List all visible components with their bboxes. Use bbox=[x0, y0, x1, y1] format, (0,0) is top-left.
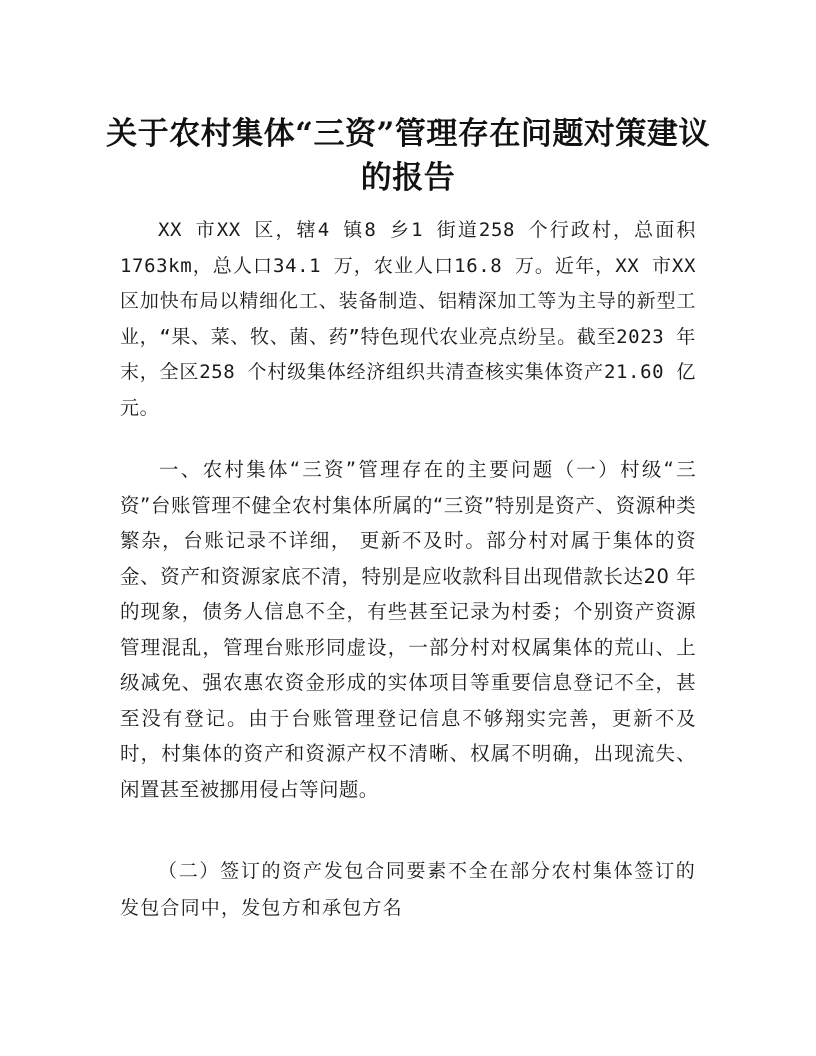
paragraph-overview: XX 市XX 区，辖4 镇8 乡1 街道258 个行政村，总面积1763km，总人口34.1 万，农业人口16.8 万。近年，XX 市XX 区加快布局以精细化工、装备制造、铝精深加工等为主导的新型工业，“果、菜、牧、菌、药”特色现代农业亮点纷呈。截至2023 年末，全区258 个村级集体经济组织共清查核实集体资产21.60 亿元。 bbox=[120, 219, 696, 419]
paragraph-problem-contract: （二）签订的资产发包合同要素不全在部分农村集体签订的发包合同中，发包方和承包方名 bbox=[120, 860, 696, 919]
paragraph-problem-ledger: 一、农村集体“三资”管理存在的主要问题（一）村级“三资”台账管理不健全农村集体所属的“三资”特别是资产、资源种类繁杂，台账记录不详细， 更新不及时。部分村对属于集体的资金、资产和资源家底不清，特别是应收款科目出现借款长达20 年的现象，债务人信息不全，有些甚至记录为村委；个别资产资源管理混乱，管理台账形同虚设，一部分村对权属集体的荒山、上级减免、强农惠农资金形成的实体项目等重要信息登记不全，甚至没有登记。由于台账管理登记信息不够翔实完善，更新不及时，村集体的资产和资源产权不清晰、权属不明确，出现流失、闲置甚至被挪用侵占等问题。 bbox=[120, 458, 696, 801]
document-title: 关于农村集体“三资”管理存在问题对策建议的报告 bbox=[106, 116, 710, 196]
